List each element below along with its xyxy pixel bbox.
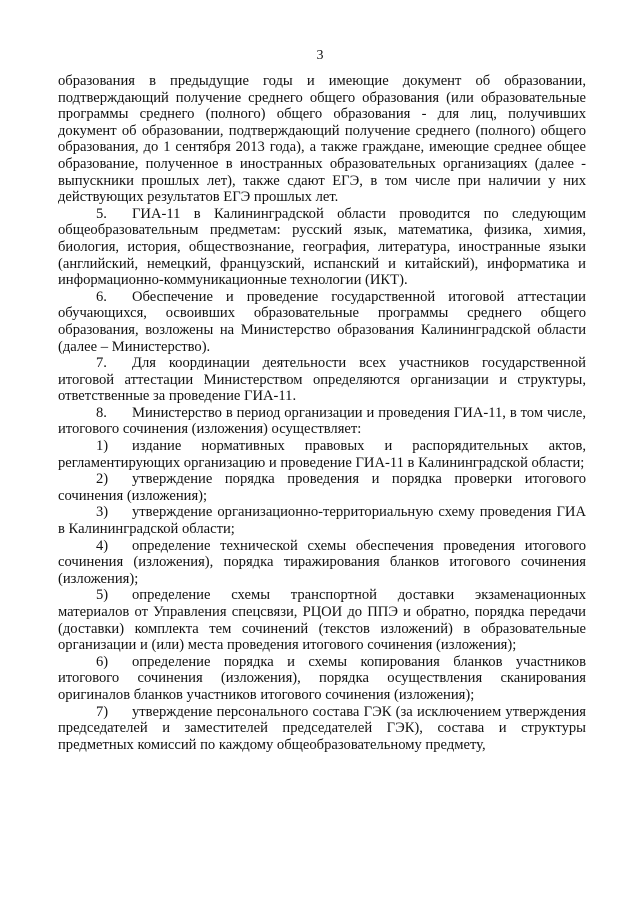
list-item-5 [58, 587, 586, 653]
list-item-number: 3) [96, 504, 109, 521]
paragraph-text: Министерство в период организации и проведения ГИА-11, в том числе, итогового сочинения (изложения) осуществляет: [58, 404, 586, 438]
list-item-number: 6) [96, 653, 109, 670]
paragraph-number: 6. [96, 288, 107, 305]
list-item-text: утверждение персонального состава ГЭК (за исключением утверждения председателей и заместителей председателей ГЭК), состава и структуры предметных комиссий по каждому общеобразовательному предмету, [58, 703, 586, 753]
list-item-number: 1) [96, 438, 109, 455]
list-item-1 [58, 438, 586, 471]
paragraph-number: 5. [96, 205, 107, 222]
paragraph-6 [58, 289, 586, 355]
list-item-6 [58, 654, 586, 704]
paragraph-number: 8. [96, 404, 107, 421]
list-item-number: 5) [96, 587, 109, 604]
list-item-text: определение схемы транспортной доставки экзаменационных материалов от Управления спецсвязи, РЦОИ до ППЭ и обратно, порядка передачи (доставки) комплекта тем сочинений (текстов изложений) в образовательные организации и (или) места проведения итогового сочинения (изложения); [58, 587, 586, 654]
list-item-number: 4) [96, 537, 109, 554]
paragraph-text: Для координации деятельности всех участников государственной итоговой аттестации Министерством определяются организации и структуры, ответственные за проведение ГИА-11. [58, 355, 586, 405]
page-number: 3 [316, 48, 324, 63]
paragraph-text: ГИА-11 в Калининградской области проводится по следующим общеобразовательным предметам: русский язык, математика, физика, химия, биология, история, обществознание, география, литература, иностранные языки (английский, немецкий, французский, испанский и китайский), информатика и информационно-коммуникационные технологии (ИКТ). [58, 205, 586, 289]
list-item-number: 2) [96, 471, 109, 488]
paragraph-text: образования в предыдущие годы и имеющие документ об образовании, подтверждающий получение среднего общего образования (или образовательные программы среднего (полного) общего образования - для лиц, получивших документ об образовании, подтверждающий получение среднего (полного) общего образования, до 1 сентября 2013 года), а также граждане, имеющие среднее общее образование, полученное в иностранных образовательных организациях (далее - выпускники прошлых лет), также сдают ЕГЭ, в том числе при наличии у них действующих результатов ЕГЭ прошлых лет. [58, 73, 586, 206]
list-item-7 [58, 704, 586, 754]
paragraph-8 [58, 405, 586, 438]
list-item-4 [58, 538, 586, 588]
list-item-number: 7) [96, 703, 109, 720]
list-item-2 [58, 471, 586, 504]
list-item-3 [58, 504, 586, 537]
list-item-text: определение порядка и схемы копирования бланков участников итогового сочинения (изложения), порядка осуществления сканирования оригиналов бланков участников итогового сочинения (изложения); [58, 653, 586, 703]
paragraph-continuation [58, 73, 586, 206]
paragraph-number: 7. [96, 355, 107, 372]
paragraph-text: Обеспечение и проведение государственной итоговой аттестации обучающихся, освоивших образовательные программы среднего общего образования, возложены на Министерство образования Калининградской области (далее – Министерство). [58, 288, 586, 355]
paragraph-5 [58, 206, 586, 289]
document-body [58, 73, 586, 753]
paragraph-7 [58, 355, 586, 405]
list-item-text: определение технической схемы обеспечения проведения итогового сочинения (изложения), порядка тиражирования бланков итогового сочинения (изложения); [58, 537, 586, 587]
list-item-text: утверждение организационно-территориальную схему проведения ГИА в Калининградской области; [58, 504, 586, 538]
list-item-text: утверждение порядка проведения и порядка проверки итогового сочинения (изложения); [58, 471, 586, 504]
list-item-text: издание нормативных правовых и распорядительных актов, регламентирующих организацию и проведение ГИА-11 в Калининградской области; [58, 438, 586, 471]
